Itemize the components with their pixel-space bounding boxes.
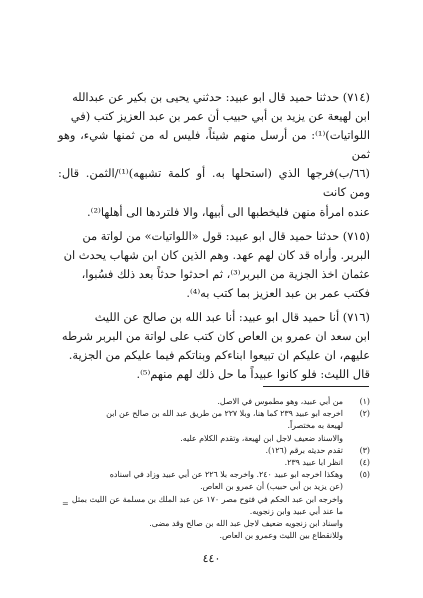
margin-mark: =: [62, 499, 69, 508]
footnote-1: [62, 396, 370, 408]
footnote-text: من أبي عبيد، وهو مطموس في الاصل.: [217, 397, 343, 406]
text-line: (٧١٤) حدثنا حميد قال ابو عبيد: حدثني يحيى بن بكير عن عبدالله: [72, 90, 370, 104]
page-number: ٤٤٠: [202, 552, 221, 565]
text-line: اللواتيات)⁽¹⁾: من أرسل منهم شيئاً، فليس له من ثمنها شيء، وهو ثمن: [58, 128, 370, 162]
footnote-2: [62, 408, 370, 445]
footnote-text: واسناد ابن زنجويه ضعيف لاجل عبد الله بن صالح وقد مضى.: [149, 519, 343, 529]
footnote-text: لهيعة به مختصراً.: [287, 421, 343, 431]
footnote-number: (٢): [359, 409, 370, 419]
footnote-text: ما عند أبي عبيد وابن زنجويه.: [249, 506, 343, 516]
footnote-3: [62, 445, 370, 457]
text-line: (٧١٥) حدثنا حميد قال ابو عبيد: قول «اللواتيات» من لواتة من: [82, 228, 370, 243]
text-line: عثمان اخذ الجزية من البربر⁽³⁾، ثم احدثوا حدثاً بعد ذلك فسُبوا،: [81, 266, 370, 281]
footnote-text: وللانقطاع بين الليث وعمرو بن العاص.: [219, 531, 343, 541]
footnote-text: والاسناد ضعيف لاجل ابن لهيعة، وتقدم الكلام عليه.: [180, 433, 343, 443]
text-line: فكتب عمر بن عبد العزيز بما كتب به⁽⁴⁾.: [186, 285, 370, 300]
footnote-text: تقدم حديثه برقم (١٢٦).: [265, 445, 343, 455]
hadith-716: [58, 308, 370, 384]
footnote-5: [62, 469, 370, 542]
footnote-text: اخرجه ابو عبيد ٢٣٩ كما هنا، وبلا ٢٢٧ من طريق عبد الله بن صالح عن ابن: [106, 409, 343, 419]
footnote-4: [62, 457, 370, 469]
text-line: ابن لهيعة عن يزيد بن أبي حبيب أن عمر بن عبد العزيز كتب (في: [70, 109, 370, 124]
text-line: البربر. وأراه قد كان لهم عهد. وهم الذين كان ابن شهاب يحدث ان: [63, 247, 370, 262]
text-line: ابن سعد ان عمرو بن العاص كان كتب على لواتة من البربر شرطه: [61, 329, 370, 344]
hadith-715: [58, 227, 370, 303]
footnote-text: وهكذا اخرجه ابو عبيد ٢٤٠. واخرجه بلا ٢٢٦ عن أبي عبيد وزاد في اسناده: [109, 470, 343, 480]
footnote-number: (٤): [359, 458, 370, 468]
footnote-number: (٣): [359, 445, 370, 455]
footnote-text: انظر ابا عبيد ٢٣٩.: [284, 458, 343, 468]
text-line: عليهم، ان عليكم ان تبيعوا ابناءكم وبناتكم فيما عليكم من الجزية.: [68, 348, 370, 363]
main-text: [58, 88, 370, 389]
footnotes: [62, 396, 370, 542]
footnote-number: (١): [359, 397, 370, 406]
footnote-text: (عن يزيد بن أبي حبيب) أن عمرو بن العاص.: [200, 482, 343, 492]
footnote-number: (٥): [359, 470, 370, 480]
hadith-714: [58, 88, 370, 222]
text-line: (٧١٦) أنا حميد قال ابو عبيد: أنا عبد الله بن صالح عن الليث: [94, 310, 370, 325]
footnote-separator: [263, 386, 369, 387]
text-line: قال الليث: فلو كانوا عبيداً ما حل ذلك لهم منهم⁽⁵⁾.: [136, 367, 370, 382]
text-line: (٦٦/ب)فرجها الذي (استحلها به. أو كلمة تشبهه)⁽¹⁾/الثمن. قال: ومن كانت: [58, 166, 370, 200]
text-line: عنده امرأة منهن فليخطبها الى أبيها، والا فلتردها الى أهلها⁽²⁾.: [87, 204, 370, 219]
footnote-text: واخرجه ابن عبد الحكم في فتوح مصر ١٧٠ عن عبد الملك بن مسلمة عن الليث بمثل: [71, 494, 343, 504]
